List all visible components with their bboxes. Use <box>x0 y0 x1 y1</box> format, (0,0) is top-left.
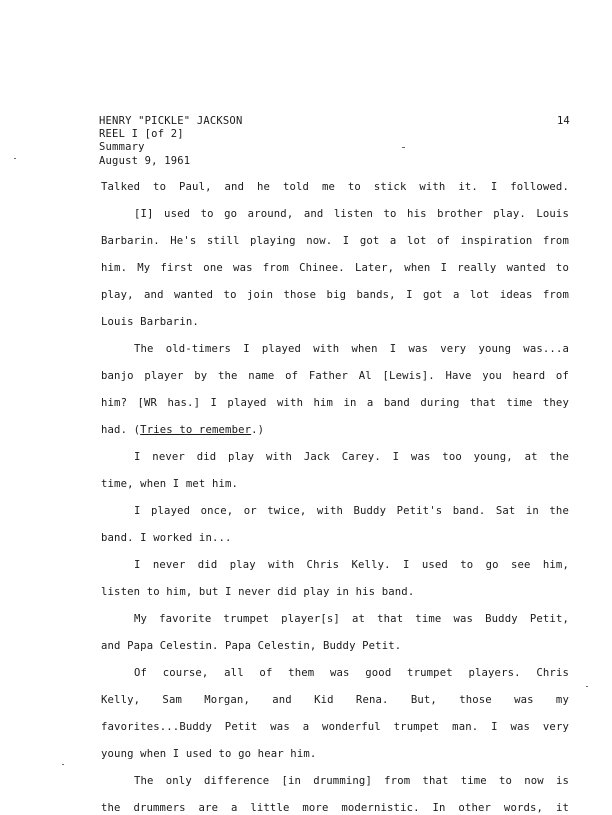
body-line: favorites...Buddy Petit was a wonderful trumpet man. I was very <box>101 721 569 733</box>
body-line: band. I worked in... <box>101 532 232 544</box>
body-line: I never did play with Jack Carey. I was too young, at the <box>134 451 569 463</box>
scan-speck <box>402 147 405 148</box>
body-line: The only difference [in drumming] from that time to now is <box>134 775 569 787</box>
body-line: him. My first one was from Chinee. Later, when I really wanted to <box>101 262 569 274</box>
body-line <box>101 423 569 437</box>
body-line: I played once, or twice, with Buddy Petit's band. Sat in the <box>134 505 569 517</box>
header-reel: REEL I [of 2] <box>99 128 184 141</box>
body-line: him? [WR has.] I played with him in a band during that time they <box>101 397 569 409</box>
body-line: Louis Barbarin. <box>101 316 199 328</box>
body-line: Talked to Paul, and he told me to stick with it. I followed. <box>101 181 569 193</box>
underlined-annotation: Tries to remember <box>140 424 252 436</box>
header-interviewee-name: HENRY "PICKLE" JACKSON <box>99 115 243 127</box>
body-line: My favorite trumpet player[s] at that time was Buddy Petit, <box>134 613 569 625</box>
body-line: Kelly, Sam Morgan, and Kid Rena. But, those was my <box>101 694 569 706</box>
body-line: The old-timers I played with when I was very young was...a <box>134 343 569 355</box>
header-summary-label: Summary <box>99 141 145 154</box>
body-line: I never did play with Chris Kelly. I used to go see him, <box>134 559 569 571</box>
body-line: [I] used to go around, and listen to his brother play. Louis <box>134 208 569 220</box>
scan-speck <box>586 686 588 687</box>
body-line: time, when I met him. <box>101 478 239 490</box>
body-line: Of course, all of them was good trumpet players. Chris <box>134 667 569 679</box>
body-line: banjo player by the name of Father Al [Lewis]. Have you heard of <box>101 370 569 382</box>
header-date: August 9, 1961 <box>99 154 191 167</box>
transcript-header <box>99 115 242 168</box>
scan-speck <box>14 158 16 159</box>
scan-speck <box>62 764 64 765</box>
body-line-start: had. ( <box>101 424 141 436</box>
body-line: and Papa Celestin. Papa Celestin, Buddy Petit. <box>101 640 402 652</box>
body-line: listen to him, but I never did play in his band. <box>101 586 415 598</box>
body-line: play, and wanted to join those big bands, I got a lot ideas from <box>101 289 569 301</box>
page-number: 14 <box>557 115 570 127</box>
body-line: Barbarin. He's still playing now. I got a lot of inspiration from <box>101 235 569 247</box>
body-line: the drummers are a little more modernistic. In other words, it <box>101 802 569 814</box>
body-line: young when I used to go hear him. <box>101 748 317 760</box>
body-line-end: .) <box>251 424 265 436</box>
